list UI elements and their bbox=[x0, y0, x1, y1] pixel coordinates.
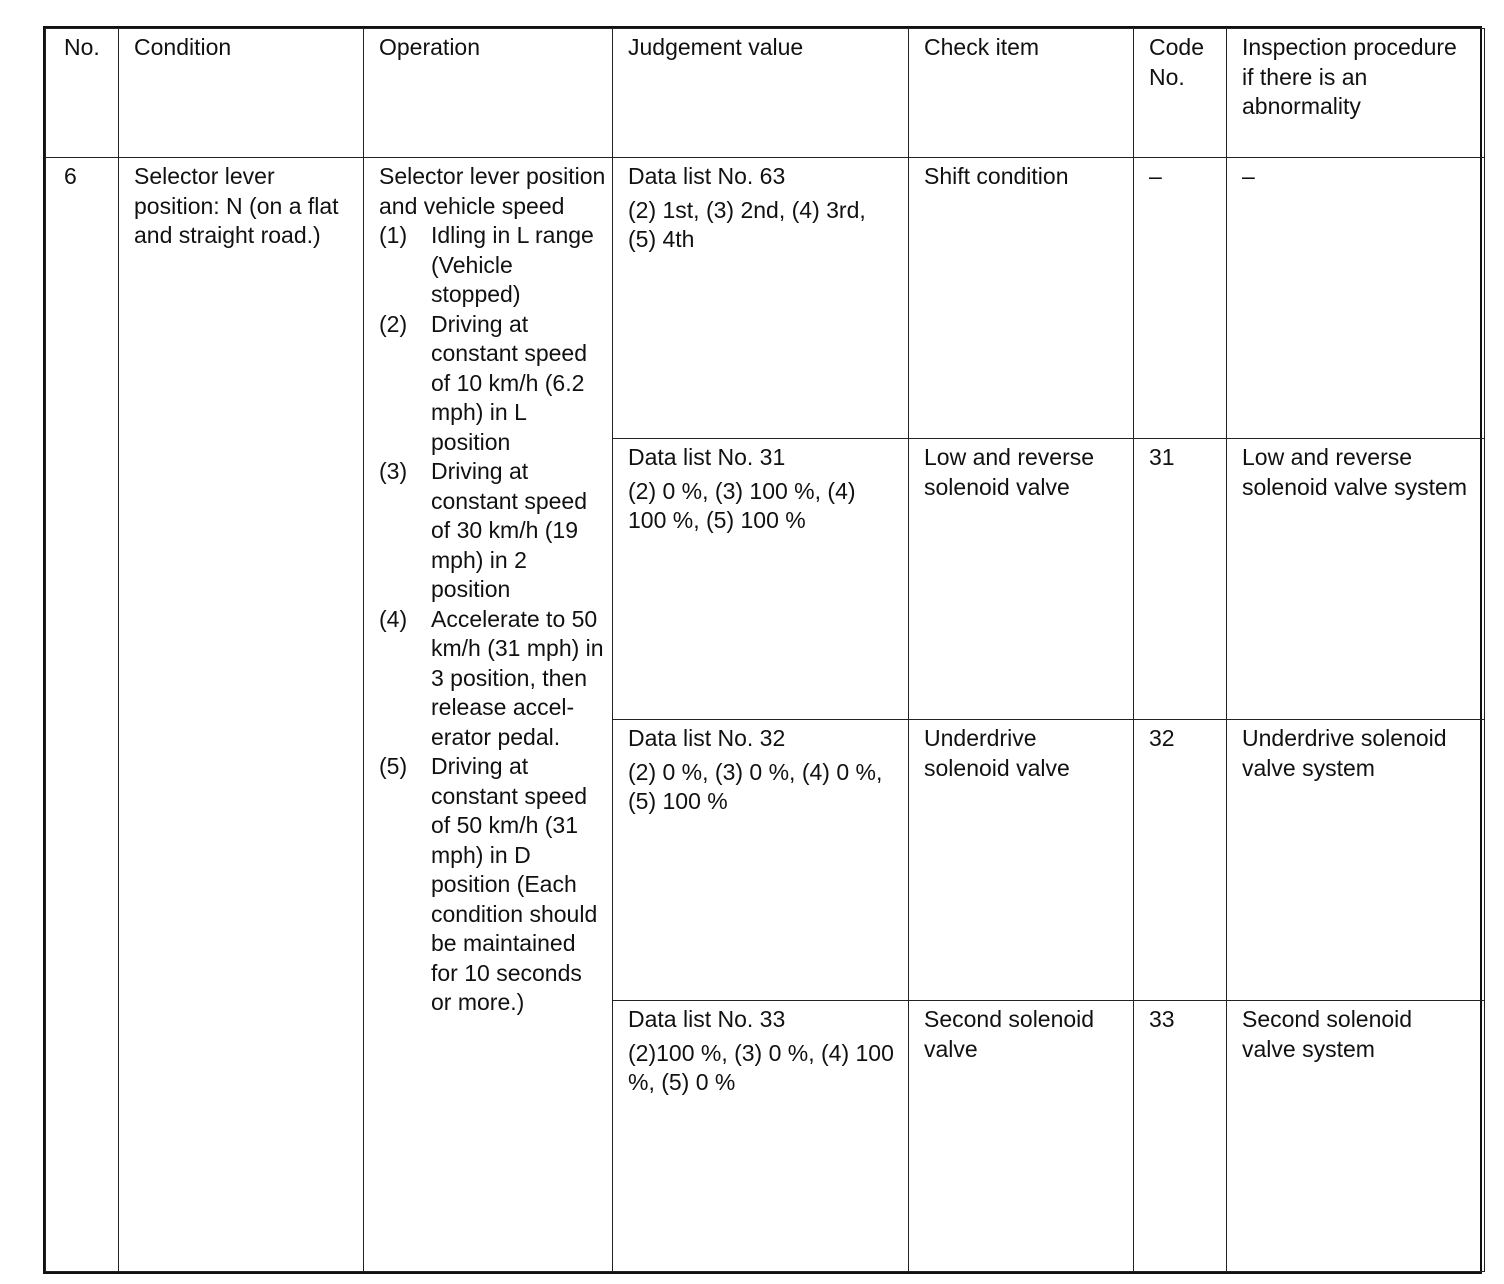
row-number: 6 bbox=[46, 158, 119, 1272]
data-list-title: Data list No. 33 bbox=[628, 1006, 786, 1032]
step-text: Driving at constant speed of 30 km/h (19 mph) in 2 position bbox=[431, 458, 588, 602]
step-text: Driving at constant speed of 10 km/h (6.2 mph) in L position bbox=[431, 310, 588, 455]
inspection-procedure-cell: Underdrive solenoid valve system bbox=[1227, 720, 1485, 1001]
header-judgement-value: Judgement value bbox=[613, 29, 909, 158]
operation-step bbox=[379, 221, 608, 310]
judgement-values: (2) 0 %, (3) 0 %, (4) 0 %, (5) 100 % bbox=[628, 758, 883, 814]
check-item-cell: Second solenoid valve bbox=[909, 1001, 1134, 1272]
code-no-cell: 31 bbox=[1134, 439, 1227, 720]
header-no: No. bbox=[46, 29, 119, 158]
operation-steps bbox=[379, 221, 608, 1018]
data-list-title: Data list No. 32 bbox=[628, 725, 786, 751]
header-operation: Operation bbox=[364, 29, 613, 158]
check-item-cell: Shift condition bbox=[909, 158, 1134, 439]
step-number: (4) bbox=[379, 605, 408, 632]
diagnosis-table bbox=[45, 28, 1485, 1272]
header-row bbox=[46, 29, 1485, 158]
operation-cell bbox=[364, 158, 613, 1272]
step-text: Accelerate to 50 km/h (31 mph) in 3 position, then release accel-erator pedal. bbox=[431, 605, 604, 750]
code-no-cell: 32 bbox=[1134, 720, 1227, 1001]
diagnosis-table-sheet bbox=[43, 26, 1482, 1274]
judgement-value-cell bbox=[613, 1001, 909, 1272]
operation-step bbox=[379, 310, 608, 458]
operation-step bbox=[379, 752, 608, 1018]
inspection-procedure-cell: Second solenoid valve system bbox=[1227, 1001, 1485, 1272]
step-text: Driving at constant speed of 50 km/h (31 mph) in D position (Each condition should be maintained for 10 seconds or more.) bbox=[431, 753, 598, 1015]
code-no-cell: 33 bbox=[1134, 1001, 1227, 1272]
data-list-title: Data list No. 31 bbox=[628, 444, 786, 470]
check-item-cell: Low and reverse solenoid valve bbox=[909, 439, 1134, 720]
step-number: (1) bbox=[379, 222, 408, 248]
judgement-values: (2) 1st, (3) 2nd, (4) 3rd, (5) 4th bbox=[628, 196, 866, 252]
operation-intro: Selector lever position and vehicle speed bbox=[379, 163, 606, 219]
operation-step bbox=[379, 457, 608, 605]
header-check-item: Check item bbox=[909, 29, 1134, 158]
inspection-procedure-cell: Low and reverse solenoid valve system bbox=[1227, 439, 1485, 720]
condition-cell: Selector lever position: N (on a flat and straight road.) bbox=[119, 158, 364, 1272]
step-number: (5) bbox=[379, 753, 408, 779]
code-no-cell: – bbox=[1134, 158, 1227, 439]
judgement-value-cell bbox=[613, 158, 909, 439]
data-list-title: Data list No. 63 bbox=[628, 163, 786, 189]
step-number: (3) bbox=[379, 458, 408, 484]
judgement-values: (2)100 %, (3) 0 %, (4) 100 %, (5) 0 % bbox=[628, 1039, 894, 1095]
step-text: Idling in L range (Vehicle stopped) bbox=[431, 222, 594, 307]
header-condition: Condition bbox=[119, 29, 364, 158]
inspection-procedure-cell: – bbox=[1227, 158, 1485, 439]
judgement-value-cell bbox=[613, 720, 909, 1001]
header-code-no: Code No. bbox=[1134, 29, 1227, 158]
operation-step bbox=[379, 605, 608, 753]
judgement-value-cell bbox=[613, 439, 909, 720]
header-inspection-procedure: Inspection procedure if there is an abnormality bbox=[1227, 29, 1485, 158]
table-row bbox=[46, 158, 1485, 439]
check-item-cell: Underdrive solenoid valve bbox=[909, 720, 1134, 1001]
judgement-values: (2) 0 %, (3) 100 %, (4) 100 %, (5) 100 % bbox=[628, 477, 856, 533]
step-number: (2) bbox=[379, 310, 408, 337]
